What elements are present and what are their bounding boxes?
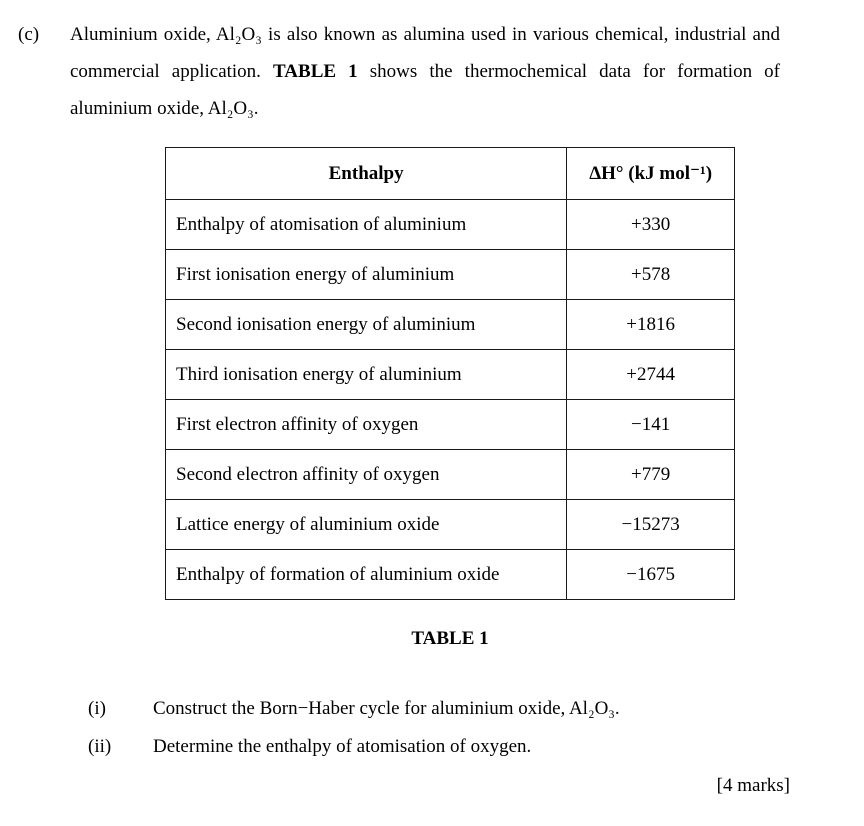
question-part-label: (c) [18,24,40,45]
row-label: Enthalpy of atomisation of aluminium [166,200,567,250]
row-label: Second ionisation energy of aluminium [166,300,567,350]
row-value: +2744 [567,350,735,400]
row-value: −141 [567,400,735,450]
subquestion-ii-text: Determine the enthalpy of atomisation of oxygen. [153,736,532,757]
row-value: +578 [567,250,735,300]
table-header-delta-h: ΔH° (kJ mol⁻¹) [567,148,735,200]
row-value: −1675 [567,550,735,600]
thermochemical-table-wrapper [165,147,735,600]
intro-text-bold-table-ref: TABLE 1 [273,61,358,82]
table-header-enthalpy: Enthalpy [166,148,567,200]
subquestion-ii-label: (ii) [88,736,112,757]
row-value: +1816 [567,300,735,350]
marks-indicator: [4 marks] [716,775,790,796]
table-row [166,550,735,600]
subquestion-i-text: Construct the Born−Haber cycle for aluminium oxide, Al₂O₃. [153,698,620,719]
table-row [166,200,735,250]
table-row [166,250,735,300]
table-row [166,300,735,350]
intro-text-part2: shows the thermochemical data for formation of aluminium oxide, Al₂O₃. [70,61,780,119]
table-row [166,500,735,550]
row-label: First electron affinity of oxygen [166,400,567,450]
question-intro [0,16,864,127]
row-label: First ionisation energy of aluminium [166,250,567,300]
table-header-row [166,148,735,200]
subquestion-i-label-cell [0,690,153,728]
table-row [166,450,735,500]
subquestions [0,690,864,766]
row-value: +779 [567,450,735,500]
table-row [166,350,735,400]
row-value: +330 [567,200,735,250]
row-label: Lattice energy of aluminium oxide [166,500,567,550]
row-value: −15273 [567,500,735,550]
question-intro-text [70,16,780,127]
table-caption: TABLE 1 [411,628,489,649]
subquestion-ii-label-cell [0,728,153,766]
row-label: Third ionisation energy of aluminium [166,350,567,400]
intro-text-part1: Aluminium oxide, Al₂O₃ is also known as alumina used in various chemical, industrial and commercial application. [70,24,780,82]
table-row [166,400,735,450]
row-label: Second electron affinity of oxygen [166,450,567,500]
subquestion-ii [0,728,864,766]
row-label: Enthalpy of formation of aluminium oxide [166,550,567,600]
subquestion-i-label: (i) [88,698,106,719]
subquestion-i [0,690,864,728]
thermochemical-data-table [165,147,735,600]
